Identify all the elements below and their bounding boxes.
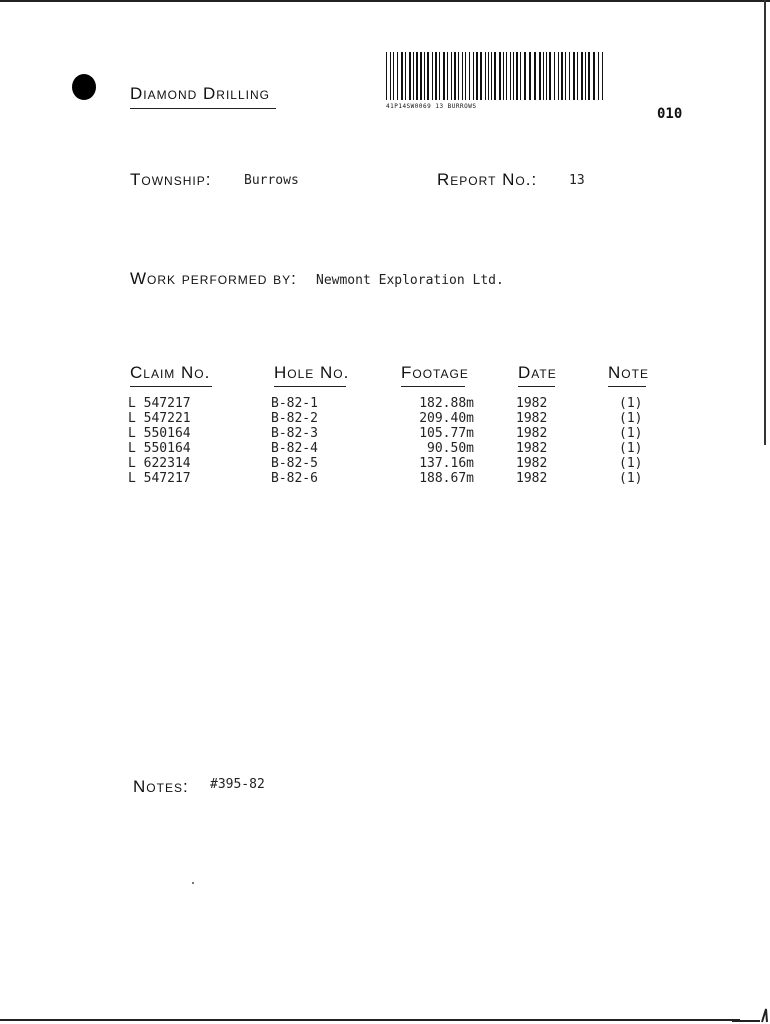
claim-number: L 547217: [128, 396, 191, 411]
hole-number: B-82-3: [271, 426, 318, 441]
footage: 182.88m: [419, 396, 474, 411]
page-number: 010: [657, 106, 683, 122]
claim-number: L 547221: [128, 411, 191, 426]
header-note: Note: [608, 363, 649, 382]
header-hole-underline: [274, 386, 346, 387]
hole-number: B-82-1: [271, 396, 318, 411]
footage: 188.67m: [419, 471, 474, 486]
top-border: [0, 0, 770, 2]
claim-number: L 550164: [128, 426, 191, 441]
hole-number: B-82-6: [271, 471, 318, 486]
claim-number: L 547217: [128, 471, 191, 486]
date: 1982: [516, 396, 548, 411]
date: 1982: [516, 426, 548, 441]
footage: 105.77m: [419, 426, 474, 441]
date: 1982: [516, 411, 548, 426]
note: (1): [619, 411, 643, 426]
header-claim: Claim No.: [130, 363, 211, 382]
title-underline: [130, 108, 276, 109]
header-hole: Hole No.: [274, 363, 350, 382]
right-border: [764, 0, 766, 445]
report-number-label: Report No.:: [437, 170, 538, 189]
date: 1982: [516, 471, 548, 486]
notes-value: #395-82: [210, 777, 265, 792]
header-date: Date: [518, 363, 557, 382]
date: 1982: [516, 441, 548, 456]
note: (1): [619, 396, 643, 411]
claim-number: L 622314: [128, 456, 191, 471]
notes-label: Notes:: [133, 777, 189, 796]
corner-mark: [730, 1006, 770, 1024]
date: 1982: [516, 456, 548, 471]
footage: 137.16m: [419, 456, 474, 471]
header-footage-underline: [401, 386, 465, 387]
bottom-border: [0, 1019, 740, 1021]
work-performed-value: Newmont Exploration Ltd.: [316, 273, 504, 288]
scan-speck: [192, 882, 194, 884]
hole-number: B-82-2: [271, 411, 318, 426]
note: (1): [619, 441, 643, 456]
township-value: Burrows: [244, 173, 299, 188]
note: (1): [619, 471, 643, 486]
footage: 209.40m: [419, 411, 474, 426]
hole-number: B-82-5: [271, 456, 318, 471]
header-claim-underline: [130, 386, 212, 387]
document-title: Diamond Drilling: [130, 84, 270, 103]
barcode-text: 41P14SW0069 13 BURROWS: [386, 103, 477, 110]
header-footage: Footage: [401, 363, 469, 382]
hole-number: B-82-4: [271, 441, 318, 456]
punch-hole: [72, 74, 96, 100]
report-number-value: 13: [569, 173, 585, 188]
header-date-underline: [518, 386, 555, 387]
header-note-underline: [608, 386, 646, 387]
note: (1): [619, 426, 643, 441]
work-performed-label: Work performed by:: [130, 269, 297, 288]
barcode: [386, 52, 604, 100]
township-label: Township:: [130, 170, 212, 189]
claim-number: L 550164: [128, 441, 191, 456]
note: (1): [619, 456, 643, 471]
footage: 90.50m: [427, 441, 474, 456]
